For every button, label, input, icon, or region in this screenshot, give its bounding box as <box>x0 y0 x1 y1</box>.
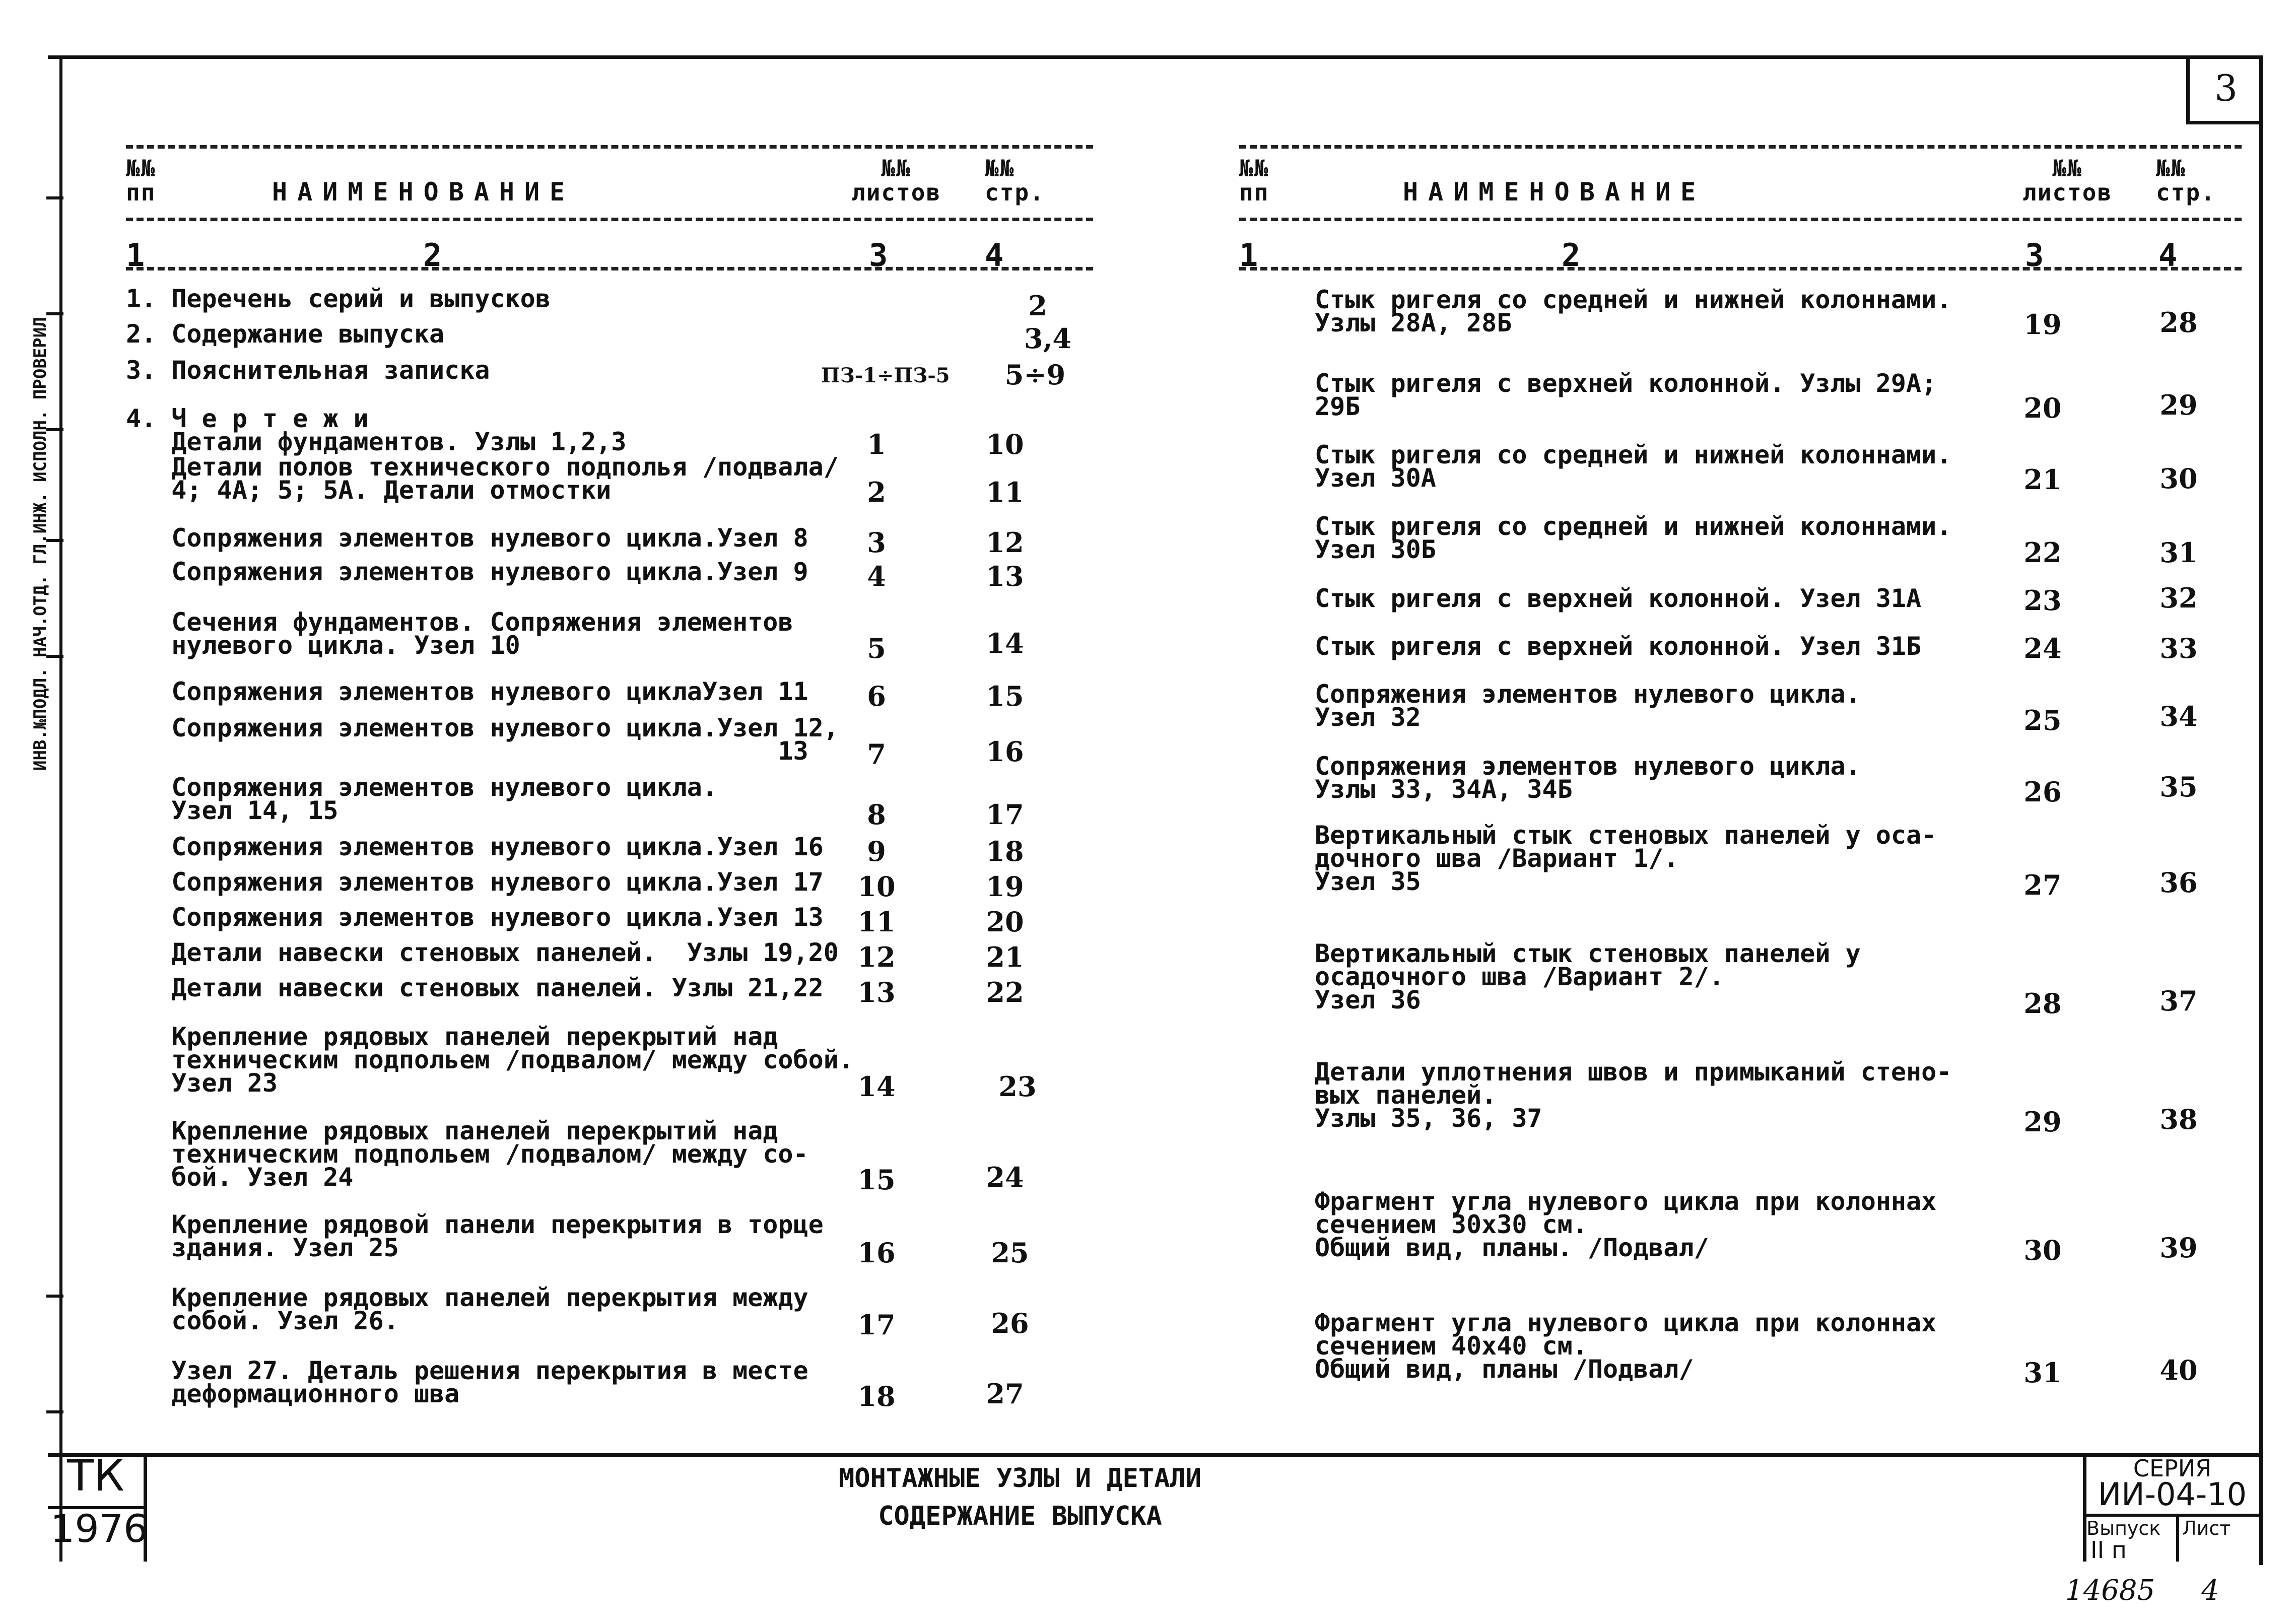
list-item-sheets: 24 <box>2023 632 2062 664</box>
list-item-page: 21 <box>986 941 1024 973</box>
right-name-header: НАИМЕНОВАНИЕ <box>1403 177 1706 207</box>
list-item-sheets: 11 <box>857 906 896 938</box>
list-item-page: 14 <box>986 627 1024 659</box>
list-item-page: 30 <box>2159 462 2198 495</box>
list-item-page: 26 <box>991 1307 1029 1339</box>
list-item-name: Крепление рядовой панели перекрытия в торце здания. Узел 25 <box>171 1210 824 1262</box>
list-item-page: 36 <box>2159 866 2198 899</box>
num-label: пп <box>1239 179 1269 207</box>
list-item-name: Крепление рядовых панелей перекрытия между собой. Узел 26. <box>171 1283 808 1335</box>
list-item-page: 25 <box>991 1237 1029 1269</box>
num-label: №№ <box>1239 155 1269 182</box>
list-item-page: 35 <box>2159 771 2198 803</box>
list-item-name: Детали навески стеновых панелей. Узлы 19,20 <box>126 938 839 967</box>
list-item-sheets: 28 <box>2023 987 2062 1020</box>
list-item-page: 18 <box>986 835 1024 867</box>
list-item-page: 13 <box>986 560 1024 592</box>
list-item-page: 16 <box>986 735 1024 768</box>
list-item-sheets: 21 <box>2023 463 2062 496</box>
list-item-name: Сопряжения элементов нулевого цикла.Узел 16 <box>126 832 824 861</box>
header-top-rule <box>126 145 1093 149</box>
binding-margin-line <box>59 55 62 1562</box>
list-item-name: Фрагмент угла нулевого цикла при колоннах сечением 40х40 см. Общий вид, планы /Подвал/ <box>1315 1308 1937 1384</box>
list-item-sheets: 4 <box>867 560 886 592</box>
margin-tick <box>46 1295 63 1298</box>
list-item-page: 15 <box>986 680 1024 712</box>
list-item-name: Стык ригеля со средней и нижней колоннами. Узлы 28А, 28Б <box>1315 285 1952 337</box>
list-item-name: 2. Содержание выпуска <box>126 319 445 349</box>
list-item-page: 32 <box>2159 582 2198 614</box>
list-item-page: 5÷9 <box>1004 359 1066 391</box>
list-item-sheets: 16 <box>857 1237 896 1269</box>
left-sheets-header <box>851 156 941 205</box>
series-divider <box>2083 1514 2259 1517</box>
list-item-page: 34 <box>2159 700 2198 732</box>
list-item-sheets: 18 <box>857 1380 896 1412</box>
list-item-name: Сопряжения элементов нулевого цикла.Узел 13 <box>126 903 824 932</box>
issue-label: Выпуск <box>2086 1517 2161 1539</box>
sheet-label: Лист <box>2182 1517 2231 1539</box>
list-item-name: Стык ригеля с верхней колонной. Узел 31Б <box>1315 632 1922 661</box>
sheets-label: листов <box>2022 179 2113 207</box>
list-item-page: 11 <box>986 476 1024 508</box>
right-num-header <box>1239 156 1269 205</box>
list-item-name: Сопряжения элементов нулевого цикла.Узел 12, 13 <box>171 713 839 766</box>
list-item-sheets: 17 <box>857 1309 896 1341</box>
num-label: №№ <box>126 155 156 182</box>
list-item-name: Сопряжения элементов нулевого цикла. Узлы 33, 34А, 34Б <box>1315 752 1861 804</box>
list-item-name: Сопряжения элементов нулевого цикла. Узел 14, 15 <box>171 773 717 825</box>
col-number: 4 <box>985 237 1004 274</box>
list-item-name: Стык ригеля со средней и нижней колоннами. Узел 30А <box>1315 440 1952 493</box>
list-item-name: Фрагмент угла нулевого цикла при колоннах сечением 30х30 см. Общий вид, планы. /Подвал/ <box>1315 1187 1937 1262</box>
list-item-page: 23 <box>998 1070 1037 1103</box>
left-pages-header <box>985 156 1045 205</box>
header-top-rule <box>1239 145 2242 149</box>
list-item-sheets: 19 <box>2023 308 2062 341</box>
header-bottom-rule <box>1239 267 2242 270</box>
series-divider <box>2176 1514 2179 1562</box>
inventory-number: 14685 <box>2065 1574 2155 1607</box>
tk-year: 1976 <box>50 1506 148 1551</box>
list-item-sheets: 31 <box>2023 1357 2062 1389</box>
series-label: СЕРИЯ <box>2133 1455 2212 1482</box>
list-item-name: Крепление рядовых панелей перекрытий над техническим подпольем /подвалом/ между собой. Узел 23 <box>171 1022 854 1098</box>
pages-label: №№ <box>985 155 1015 182</box>
list-item-sheets: 2 <box>867 476 886 508</box>
list-item-name: Детали полов технического подполья /подвала/ 4; 4А; 5; 5А. Детали отмостки <box>171 452 839 505</box>
list-item-page: 24 <box>986 1161 1024 1193</box>
list-item-sheets: 30 <box>2023 1234 2062 1266</box>
sheets-label: №№ <box>2052 155 2082 182</box>
margin-tick <box>46 312 63 315</box>
col-number: 2 <box>423 237 442 274</box>
pages-label: №№ <box>2156 155 2186 182</box>
header-mid-rule <box>1239 218 2242 221</box>
list-item-sheets: 6 <box>867 680 886 712</box>
list-item-sheets: 14 <box>857 1070 896 1103</box>
right-sheets-header <box>2022 156 2112 205</box>
list-item-name: Стык ригеля с верхней колонной. Узел 31А <box>1315 584 1922 613</box>
right-pages-header <box>2156 156 2216 205</box>
list-item-page: 12 <box>986 526 1024 559</box>
list-item-name: Узел 27. Деталь решения перекрытия в месте деформационного шва <box>171 1356 808 1408</box>
list-item-name: 4. Ч е р т е ж и Детали фундаментов. Узлы 1,2,3 <box>126 404 627 456</box>
list-item-name: Стык ригеля со средней и нижней колоннами. Узел 30Б <box>1315 512 1952 564</box>
margin-tick <box>46 1410 63 1413</box>
col-number: 3 <box>2025 237 2044 274</box>
list-item-page: 29 <box>2159 389 2198 421</box>
list-item-page: 38 <box>2159 1103 2198 1135</box>
list-item-sheets: 26 <box>2023 776 2062 808</box>
list-item-name: 1. Перечень серий и выпусков <box>126 284 551 313</box>
list-item-name: Сопряжения элементов нулевого цикла.Узел 17 <box>126 867 824 897</box>
list-item-page: 17 <box>986 798 1024 831</box>
list-item-page: 27 <box>986 1378 1024 1410</box>
col-number: 1 <box>126 237 145 274</box>
list-item-sheets: 27 <box>2023 869 2062 901</box>
pages-label: стр. <box>985 179 1045 207</box>
list-item-name: Детали уплотнения швов и примыканий стено- вых панелей. Узлы 35, 36, 37 <box>1315 1057 1952 1133</box>
issue-value: II п <box>2090 1536 2127 1564</box>
sheets-label: листов <box>851 179 941 207</box>
list-item-name: Вертикальный стык стеновых панелей у осадочного шва /Вариант 2/. Узел 36 <box>1315 939 1861 1014</box>
col-number: 1 <box>1239 237 1258 274</box>
list-item-sheets: 5 <box>867 632 886 664</box>
num-label: пп <box>126 179 156 207</box>
col-number: 4 <box>2158 237 2178 274</box>
list-item-page: 20 <box>986 906 1024 938</box>
list-item-name: Детали навески стеновых панелей. Узлы 21,22 <box>126 973 824 1002</box>
list-item-sheets: 23 <box>2023 584 2062 617</box>
list-item-page: 39 <box>2159 1232 2198 1264</box>
series-code: ИИ-04-10 <box>2098 1476 2247 1513</box>
list-item-page: 19 <box>986 870 1024 903</box>
list-item-sheets: 20 <box>2023 392 2062 424</box>
list-item-page: 3,4 <box>1024 322 1071 355</box>
list-item-sheets: 13 <box>857 976 896 1008</box>
list-item-sheets: 25 <box>2023 704 2062 736</box>
document-subtitle: СОДЕРЖАНИЕ ВЫПУСКА <box>878 1501 1162 1531</box>
list-item-sheets: 8 <box>867 798 886 831</box>
list-item-name: Сечения фундаментов. Сопряжения элементов нулевого цикла. Узел 10 <box>171 607 793 660</box>
list-item-name: Сопряжения элементов нулевого цикла.Узел 8 <box>126 523 808 553</box>
list-item-sheets: 3 <box>867 526 886 559</box>
list-item-page: 37 <box>2159 985 2198 1017</box>
list-item-page: 31 <box>2159 536 2198 569</box>
side-stamp: ИНВ.№ПОДЛ. НАЧ.ОТД. ГЛ.ИНЖ. ИСПОЛН. ПРОВЕРИЛ <box>30 317 50 771</box>
list-item-name: Крепление рядовых панелей перекрытий над техническим подпольем /подвалом/ между со- бой. Узел 24 <box>171 1116 808 1192</box>
list-item-sheets: 22 <box>2023 536 2062 569</box>
list-item-sheets: 12 <box>857 941 896 973</box>
margin-tick <box>46 196 63 199</box>
document-title: МОНТАЖНЫЕ УЗЛЫ И ДЕТАЛИ <box>838 1463 1202 1494</box>
list-item-name: 3. Пояснительная записка <box>126 356 490 385</box>
list-item-sheets: 1 <box>867 428 886 460</box>
list-item-page: 40 <box>2159 1354 2198 1386</box>
list-item-sheets: 7 <box>867 738 886 770</box>
list-item-name: Стык ригеля с верхней колонной. Узлы 29А; 29Б <box>1315 369 1937 421</box>
pages-label: стр. <box>2156 179 2216 207</box>
list-item-page: 2 <box>1028 290 1047 322</box>
list-item-name: Вертикальный стык стеновых панелей у оса- дочного шва /Вариант 1/. Узел 35 <box>1315 821 1937 896</box>
list-item-sheets: ПЗ-1÷ПЗ-5 <box>821 364 950 387</box>
col-number: 3 <box>869 237 888 274</box>
sheet-number: 3 <box>2186 55 2262 124</box>
left-num-header <box>126 156 156 205</box>
list-item-sheets: 10 <box>857 870 896 903</box>
header-bottom-rule <box>126 267 1093 270</box>
list-item-page: 22 <box>986 976 1024 1008</box>
page-mark: 4 <box>2201 1574 2219 1607</box>
list-item-sheets: 9 <box>867 835 886 867</box>
list-item-page: 10 <box>986 428 1024 460</box>
list-item-sheets: 29 <box>2023 1106 2062 1138</box>
col-number: 2 <box>1562 237 1581 274</box>
tk-label: ТК <box>67 1451 124 1501</box>
list-item-name: Сопряжения элементов нулевого циклаУзел 11 <box>126 677 808 706</box>
header-mid-rule <box>126 218 1093 221</box>
list-item-page: 28 <box>2159 306 2198 339</box>
list-item-sheets: 15 <box>857 1164 896 1196</box>
list-item-name: Сопряжения элементов нулевого цикла.Узел 9 <box>126 557 808 586</box>
list-item-page: 33 <box>2159 632 2198 664</box>
left-name-header: НАИМЕНОВАНИЕ <box>272 177 575 207</box>
list-item-name: Сопряжения элементов нулевого цикла. Узел 32 <box>1315 680 1861 732</box>
sheets-label: №№ <box>881 155 911 182</box>
